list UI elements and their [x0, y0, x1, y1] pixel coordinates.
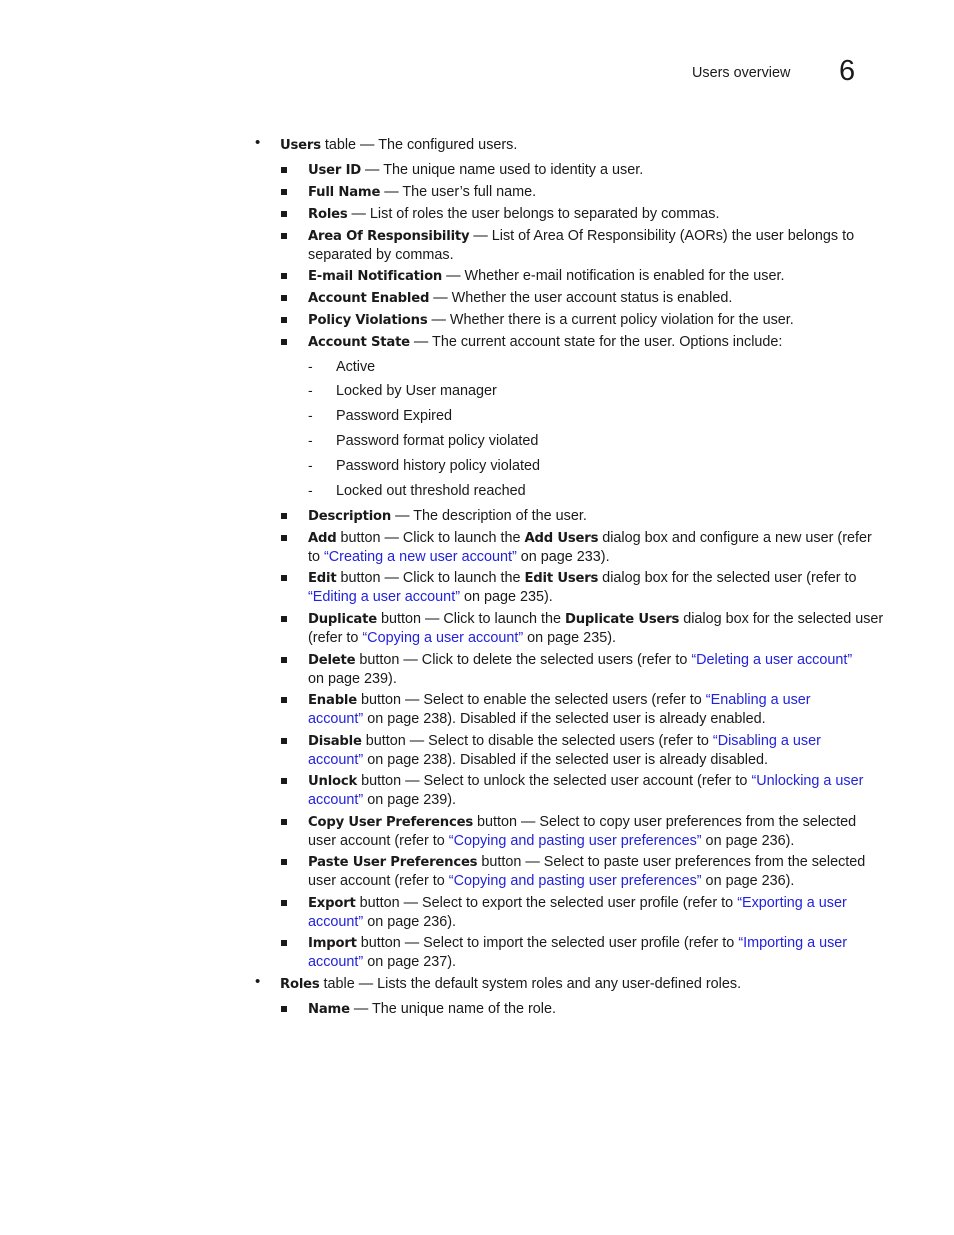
bullet-square-icon: [281, 900, 287, 906]
bullet-dash-icon: -: [308, 358, 313, 374]
term-label: Import: [308, 936, 357, 951]
list-item-line: [308, 246, 454, 264]
body-text: — The unique name of the role.: [349, 1001, 556, 1017]
list-item-line: [336, 482, 526, 500]
list-item-line: [308, 1000, 556, 1019]
body-text: button — Select to unlock the selected user account (refer to: [357, 773, 752, 789]
term-label: Add Users: [524, 531, 599, 546]
list-item-line: [308, 333, 782, 352]
running-header-title: Users overview: [692, 65, 791, 81]
cross-reference-link[interactable]: “Copying and pasting user preferences”: [448, 873, 702, 889]
body-text: user account (refer to: [308, 833, 449, 849]
list-item-line: [308, 832, 794, 850]
body-text: on page 236).: [363, 914, 457, 930]
list-item-line: [336, 358, 375, 376]
cross-reference-link[interactable]: “Copying a user account”: [362, 630, 524, 646]
list-item-line: [308, 691, 811, 710]
list-item-line: [308, 227, 854, 246]
bullet-square-icon: [281, 295, 287, 301]
cross-reference-link[interactable]: “Exporting a user: [737, 895, 847, 911]
body-text: Password format policy violated: [336, 433, 539, 449]
body-text: button — Click to launch the: [336, 570, 525, 586]
body-text: — List of roles the user belongs to separated by commas.: [347, 206, 720, 222]
list-item-line: [308, 311, 794, 330]
body-text: — Whether there is a current policy violation for the user.: [427, 312, 794, 328]
bullet-square-icon: [281, 233, 287, 239]
list-item-line: [308, 205, 719, 224]
term-label: Edit: [308, 571, 337, 586]
term-label: Enable: [308, 693, 358, 708]
bullet-square-icon: [281, 339, 287, 345]
body-text: button — Click to launch the: [376, 611, 565, 627]
term-label: Add: [308, 531, 337, 546]
body-text: on page 238). Disabled if the selected user is already disabled.: [363, 752, 768, 768]
cross-reference-link[interactable]: “Copying and pasting user preferences”: [448, 833, 702, 849]
cross-reference-link[interactable]: account”: [308, 914, 364, 930]
list-item-line: [308, 853, 865, 872]
bullet-dot-icon: •: [255, 973, 261, 990]
bullet-square-icon: [281, 859, 287, 865]
body-text: on page 238). Disabled if the selected user is already enabled.: [363, 711, 766, 727]
body-text: on page 236).: [701, 873, 795, 889]
list-item-line: [336, 407, 452, 425]
body-text: — The user’s full name.: [380, 184, 537, 200]
body-text: table — The configured users.: [320, 137, 518, 153]
bullet-square-icon: [281, 317, 287, 323]
bullet-dot-icon: •: [255, 134, 261, 151]
list-item-line: [308, 548, 610, 566]
term-label: Unlock: [308, 774, 358, 789]
term-label: Account State: [308, 335, 410, 350]
body-text: (refer to: [308, 630, 363, 646]
cross-reference-link[interactable]: account”: [308, 711, 364, 727]
bullet-square-icon: [281, 167, 287, 173]
body-text: — Whether the user account status is enabled.: [429, 290, 733, 306]
body-text: to: [308, 549, 324, 565]
body-text: button — Select to export the selected user profile (refer to: [355, 895, 738, 911]
body-text: on page 239).: [363, 792, 457, 808]
cross-reference-link[interactable]: “Creating a new user account”: [324, 549, 517, 565]
list-item-line: [308, 588, 553, 606]
list-item-line: [308, 772, 863, 791]
list-item-line: [336, 432, 538, 450]
list-item-line: [308, 569, 857, 588]
body-text: on page 235).: [523, 630, 616, 646]
body-text: table — Lists the default system roles and any user-defined roles.: [319, 976, 742, 992]
body-text: Password history policy violated: [336, 458, 540, 474]
bullet-square-icon: [281, 697, 287, 703]
list-item-line: [308, 670, 397, 688]
term-label: User ID: [308, 163, 362, 178]
body-text: — The current account state for the user. Options include:: [409, 334, 783, 350]
body-text: button — Select to import the selected user profile (refer to: [356, 935, 739, 951]
term-label: Full Name: [308, 185, 381, 200]
bullet-square-icon: [281, 1006, 287, 1012]
body-text: dialog box for the selected user (refer to: [598, 570, 857, 586]
list-item-line: [308, 651, 852, 670]
cross-reference-link[interactable]: “Unlocking a user: [751, 773, 864, 789]
list-item-line: [280, 975, 741, 994]
list-item-line: [336, 382, 497, 400]
term-label: Users: [280, 138, 321, 153]
bullet-square-icon: [281, 273, 287, 279]
body-text: — List of Area Of Responsibility (AORs) the user belongs to: [469, 228, 855, 244]
cross-reference-link[interactable]: account”: [308, 954, 364, 970]
bullet-square-icon: [281, 575, 287, 581]
bullet-square-icon: [281, 940, 287, 946]
bullet-square-icon: [281, 738, 287, 744]
cross-reference-link[interactable]: account”: [308, 792, 364, 808]
bullet-square-icon: [281, 657, 287, 663]
body-text: dialog box and configure a new user (refer: [598, 530, 872, 546]
bullet-square-icon: [281, 189, 287, 195]
term-label: Copy User Preferences: [308, 815, 474, 830]
list-item-line: [308, 791, 456, 809]
body-text: separated by commas.: [308, 247, 454, 263]
body-text: button — Click to launch the: [336, 530, 525, 546]
list-item-line: [308, 872, 794, 890]
list-item-line: [308, 629, 616, 647]
term-label: Duplicate Users: [564, 612, 680, 627]
body-text: — Whether e-mail notification is enabled for the user.: [442, 268, 785, 284]
term-label: Account Enabled: [308, 291, 430, 306]
cross-reference-link[interactable]: “Enabling a user: [705, 692, 811, 708]
term-label: Disable: [308, 734, 362, 749]
body-text: button — Select to paste user preferences from the selected: [477, 854, 866, 870]
bullet-square-icon: [281, 535, 287, 541]
list-item-line: [308, 183, 536, 202]
body-text: Active: [336, 359, 376, 375]
body-text: user account (refer to: [308, 873, 449, 889]
term-label: Description: [308, 509, 392, 524]
bullet-dash-icon: -: [308, 382, 313, 398]
list-item-line: [308, 953, 456, 971]
list-item-line: [308, 710, 766, 728]
term-label: Paste User Preferences: [308, 855, 478, 870]
body-text: on page 233).: [516, 549, 610, 565]
body-text: button — Click to delete the selected users (refer to: [355, 652, 692, 668]
body-text: button — Select to enable the selected users (refer to: [357, 692, 706, 708]
list-item-line: [308, 813, 856, 832]
list-item-line: [308, 507, 587, 526]
list-item-line: [308, 289, 732, 308]
term-label: Policy Violations: [308, 313, 428, 328]
cross-reference-link[interactable]: “Deleting a user account”: [691, 652, 853, 668]
body-text: on page 236).: [701, 833, 795, 849]
cross-reference-link[interactable]: “Disabling a user: [712, 733, 821, 749]
term-label: Name: [308, 1002, 350, 1017]
list-item-line: [336, 457, 540, 475]
list-item-line: [308, 161, 643, 180]
cross-reference-link[interactable]: “Editing a user account”: [308, 589, 460, 605]
term-label: Export: [308, 896, 356, 911]
body-text: on page 237).: [363, 954, 457, 970]
body-text: button — Select to copy user preferences from the selected: [473, 814, 857, 830]
bullet-dash-icon: -: [308, 432, 313, 448]
bullet-square-icon: [281, 819, 287, 825]
bullet-dash-icon: -: [308, 407, 313, 423]
body-text: Locked by User manager: [336, 383, 497, 399]
list-item-line: [308, 934, 847, 953]
body-text: on page 239).: [308, 671, 397, 687]
list-item-line: [308, 913, 456, 931]
cross-reference-link[interactable]: “Importing a user: [738, 935, 848, 951]
list-item-line: [308, 267, 784, 286]
bullet-dash-icon: -: [308, 482, 313, 498]
term-label: Edit Users: [524, 571, 599, 586]
bullet-square-icon: [281, 778, 287, 784]
body-text: dialog box for the selected user: [679, 611, 884, 627]
term-label: E-mail Notification: [308, 269, 443, 284]
body-text: on page 235).: [459, 589, 553, 605]
term-label: Delete: [308, 653, 356, 668]
list-item-line: [308, 610, 883, 629]
term-label: Duplicate: [308, 612, 377, 627]
term-label: Roles: [308, 207, 348, 222]
chapter-number: 6: [839, 55, 856, 87]
body-text: — The unique name used to identity a user.: [361, 162, 644, 178]
term-label: Area Of Responsibility: [308, 229, 470, 244]
body-text: — The description of the user.: [391, 508, 587, 524]
list-item-line: [308, 732, 821, 751]
bullet-square-icon: [281, 616, 287, 622]
body-text: button — Select to disable the selected users (refer to: [361, 733, 713, 749]
list-item-line: [308, 894, 847, 913]
body-text: Locked out threshold reached: [336, 483, 526, 499]
list-item-line: [308, 751, 768, 769]
body-text: Password Expired: [336, 408, 452, 424]
list-item-line: [308, 529, 872, 548]
cross-reference-link[interactable]: account”: [308, 752, 364, 768]
term-label: Roles: [280, 977, 320, 992]
bullet-dash-icon: -: [308, 457, 313, 473]
list-item-line: [280, 136, 517, 155]
bullet-square-icon: [281, 211, 287, 217]
bullet-square-icon: [281, 513, 287, 519]
